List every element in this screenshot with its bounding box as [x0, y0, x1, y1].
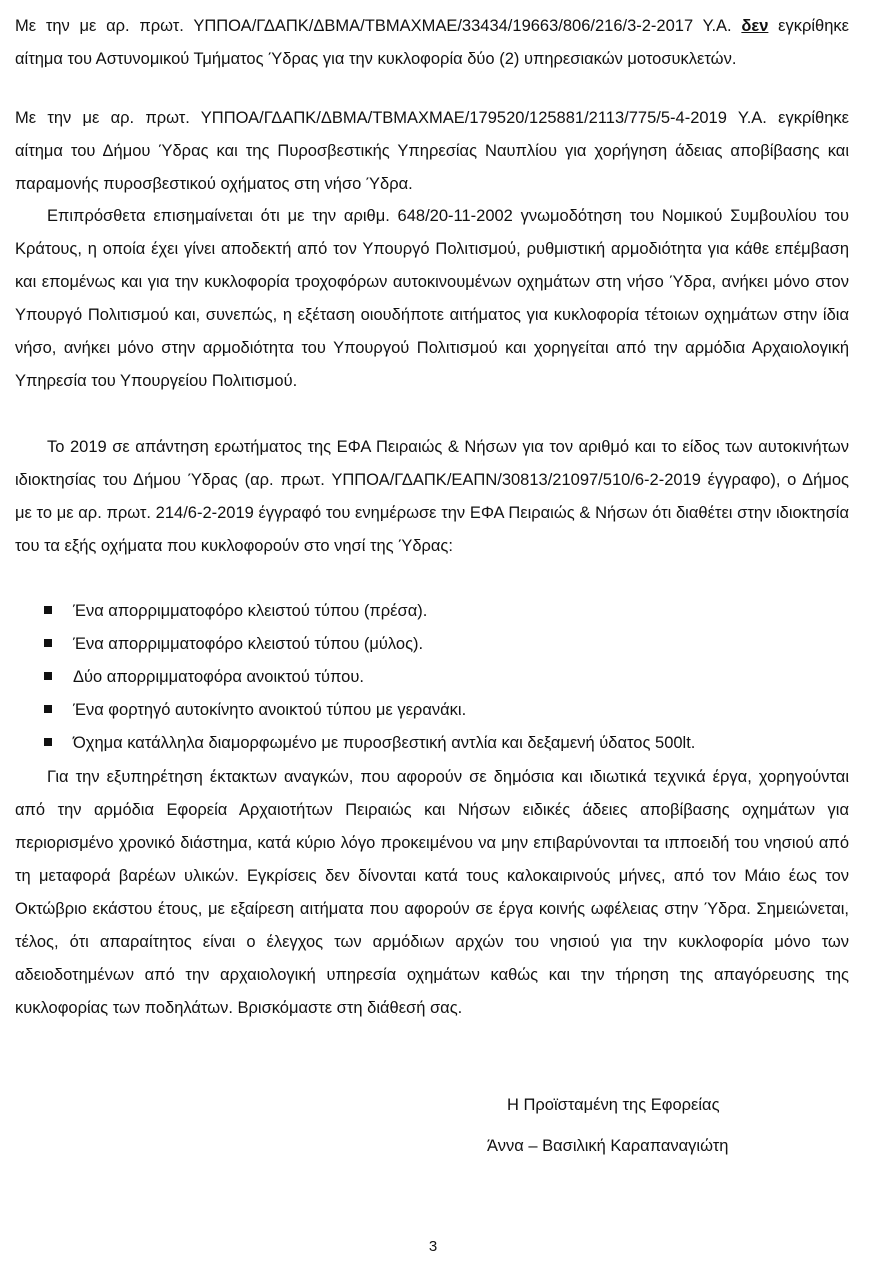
paragraph-special-permits: Για την εξυπηρέτηση έκτακτων αναγκών, που αφορούν σε δημόσια και ιδιωτικά τεχνικά έργα, χορηγούνται από την αρμόδια Εφορεία Αρχαιοτήτων Πειραιώς και Νήσων ειδικές άδειες αποβίβασης οχημάτων για περιορισμένο χρονικό διάστημα, κατά κύριο λόγο προκειμένου να μην επιβαρύνονται τα ιπποειδή του νησιού από τη μεταφορά βαρέων υλικών. Εγκρίσεις δεν δίνονται κατά τους καλοκαιρινούς μήνες, από τον Μάιο έως τον Οκτώβριο εκάστου έτους, με εξαίρεση αιτήματα που αφορούν σε έργα κοινής ωφέλειας στην Ύδρα. Σημειώνεται, τέλος, ότι απαραίτητος είναι ο έλεγχος των αρμόδιων αρχών του νησιού για την κυκλοφορία μόνο των αδειοδοτημένων από την αρχαιολογική υπηρεσία οχημάτων καθώς και την τήρηση της απαγόρευσης της κυκλοφορίας των ποδηλάτων. Βρισκόμαστε στη διάθεσή σας.: [15, 768, 849, 1017]
page-number: 3: [428, 1238, 438, 1255]
bullet-square-icon: [44, 606, 52, 614]
bullet-square-icon: [44, 672, 52, 680]
emphasis-not: δεν: [741, 17, 769, 35]
paragraph-fire-vehicle-approval: Με την με αρ. πρωτ. ΥΠΠΟΑ/ΓΔΑΠΚ/ΔΒΜΑ/ΤΒΜΑΧΜΑΕ/179520/125881/2113/775/5-4-2019 Υ.Α. εγκρίθηκε αίτημα του Δήμου Ύδρας και της Πυροσβεστικής Υπηρεσίας Ναυπλίου για χορήγηση άδειας αποβίβασης και παραμονής πυροσβεστικού οχήματος στη νήσο Ύδρα.: [15, 109, 849, 193]
paragraph-municipality-vehicles: Το 2019 σε απάντηση ερωτήματος της ΕΦΑ Πειραιώς & Νήσων για τον αριθμό και το είδος των αυτοκινήτων ιδιοκτησίας του Δήμου Ύδρας (αρ. πρωτ. ΥΠΠΟΑ/ΓΔΑΠΚ/ΕΑΠΝ/30813/21097/510/6-2-2019 έγγραφο), ο Δήμος με το με αρ. πρωτ. 214/6-2-2019 έγγραφό του ενημέρωσε την ΕΦΑ Πειραιώς & Νήσων ότι διαθέτει στην ιδιοκτησία του τα εξής οχήματα που κυκλοφορούν στο νησί της Ύδρας:: [15, 438, 849, 555]
list-item: Όχημα κατάλληλα διαμορφωμένο με πυροσβεστική αντλία και δεξαμενή ύδατος 500lt.: [44, 727, 695, 760]
list-item: Ένα απορριμματοφόρο κλειστού τύπου (πρέσα).: [44, 595, 695, 628]
paragraph-legal-opinion: Επιπρόσθετα επισημαίνεται ότι με την αριθμ. 648/20-11-2002 γνωμοδότηση του Νομικού Συμβουλίου του Κράτους, η οποία έχει γίνει αποδεκτή από τον Υπουργό Πολιτισμού, ρυθμιστική αρμοδιότητα για κάθε επέμβαση και επομένως και για την κυκλοφορία τροχοφόρων αυτοκινουμένων οχημάτων στη νήσο Ύδρα, ανήκει μόνο στον Υπουργό Πολιτισμού και, συνεπώς, η εξέταση οιουδήποτε αιτήματος για κυκλοφορία τέτοιων οχημάτων στην ίδια νήσο, ανήκει μόνο στην αρμοδιότητα του Υπουργού Πολιτισμού και χορηγείται από την αρμόδια Αρχαιολογική Υπηρεσία του Υπουργείου Πολιτισμού.: [15, 207, 849, 390]
list-item: Ένα φορτηγό αυτοκίνητο ανοικτού τύπου με γερανάκι.: [44, 694, 695, 727]
bullet-square-icon: [44, 738, 52, 746]
paragraph-rejected-motorcycles: [15, 10, 849, 76]
vehicle-list: [44, 595, 695, 760]
paragraph-1-text-start: Με την με αρ. πρωτ. ΥΠΠΟΑ/ΓΔΑΠΚ/ΔΒΜΑ/ΤΒΜΑΧΜΑΕ/33434/19663/806/216/3-2-2017 Υ.Α.: [15, 17, 742, 35]
bullet-square-icon: [44, 639, 52, 647]
list-item: Δύο απορριμματοφόρα ανοικτού τύπου.: [44, 661, 695, 694]
paragraph-1-text-end: εγκρίθηκε αίτημα του Αστυνομικού Τμήματος Ύδρας για την κυκλοφορία δύο (2) υπηρεσιακών μοτοσυκλετών.: [15, 17, 849, 68]
signature-title: Η Προϊσταμένη της Εφορείας: [507, 1096, 720, 1114]
bullet-square-icon: [44, 705, 52, 713]
signature-name: Άννα – Βασιλική Καραπαναγιώτη: [487, 1137, 729, 1155]
list-item: Ένα απορριμματοφόρο κλειστού τύπου (μύλος).: [44, 628, 695, 661]
